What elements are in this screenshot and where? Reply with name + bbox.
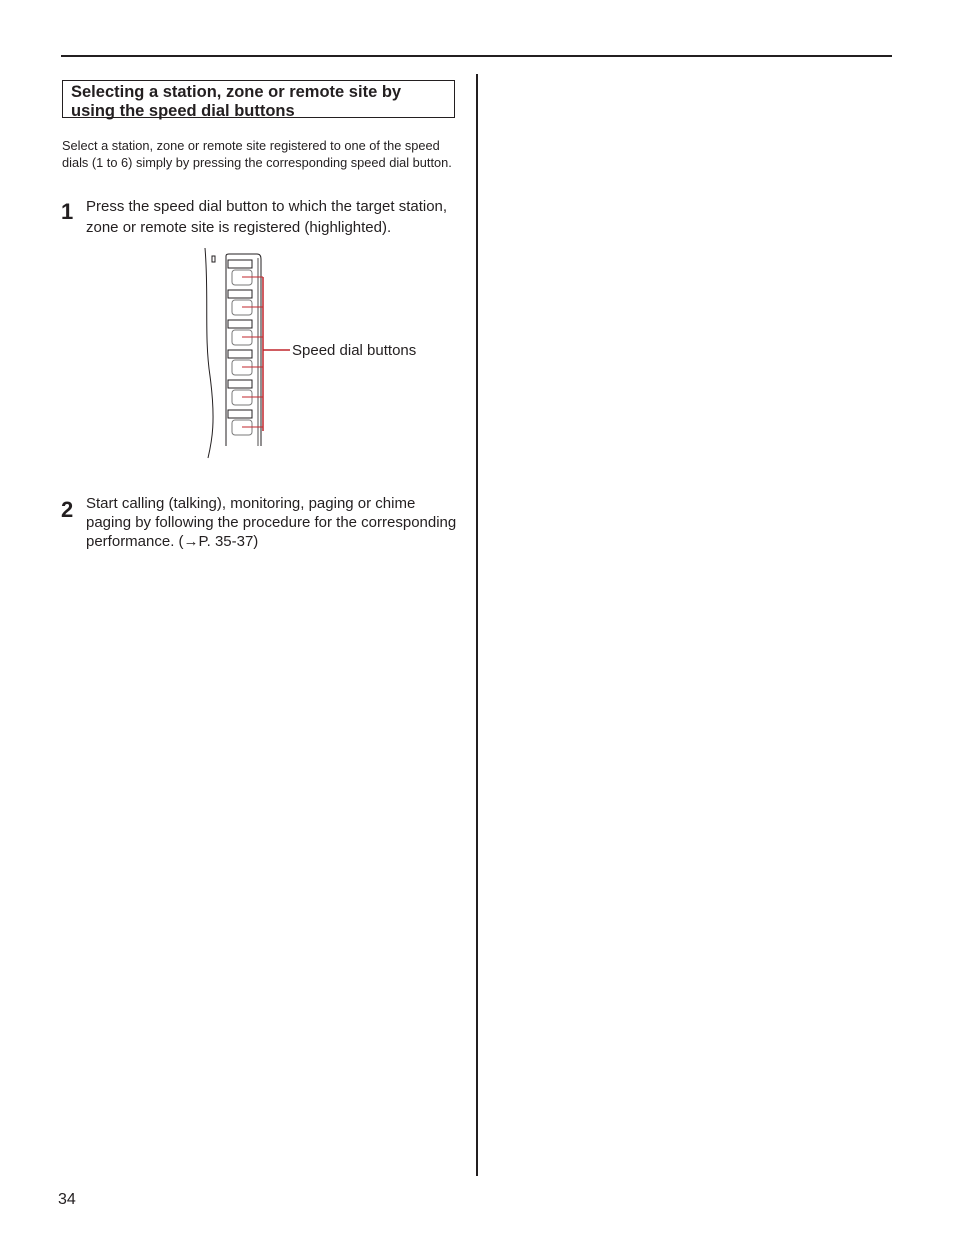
- header-rule: [61, 55, 892, 57]
- speed-dial-label-4: [228, 350, 252, 358]
- speed-dial-buttons: [228, 260, 252, 435]
- speed-dial-label-2: [228, 290, 252, 298]
- step-2-text: Start calling (talking), monitoring, paging or chime paging by following the procedure for the corresponding performance. (→P. 35-37): [86, 495, 457, 550]
- step-1-text: Press the speed dial button to which the target station, zone or remote site is registered (highlighted).: [86, 198, 448, 236]
- intro-paragraph: Select a station, zone or remote site registered to one of the speed dials (1 to 6) simply by pressing the corresponding speed dial button.: [62, 138, 452, 171]
- column-divider: [476, 74, 478, 1176]
- speed-dial-diagram: [204, 246, 294, 461]
- callout-bracket: [263, 277, 290, 431]
- speed-dial-callout-label: Speed dial buttons: [292, 342, 417, 359]
- step-2-number: 2: [61, 497, 74, 522]
- speed-dial-label-1: [228, 260, 252, 268]
- device-edge-curve: [205, 248, 213, 458]
- speed-dial-label-6: [228, 410, 252, 418]
- section-heading: Selecting a station, zone or remote site by using the speed dial buttons: [62, 80, 455, 118]
- indicator-lamp: [212, 256, 215, 262]
- speed-dial-label-5: [228, 380, 252, 388]
- page-number: 34: [58, 1191, 76, 1208]
- step-1-number: 1: [61, 199, 74, 224]
- speed-dial-label-3: [228, 320, 252, 328]
